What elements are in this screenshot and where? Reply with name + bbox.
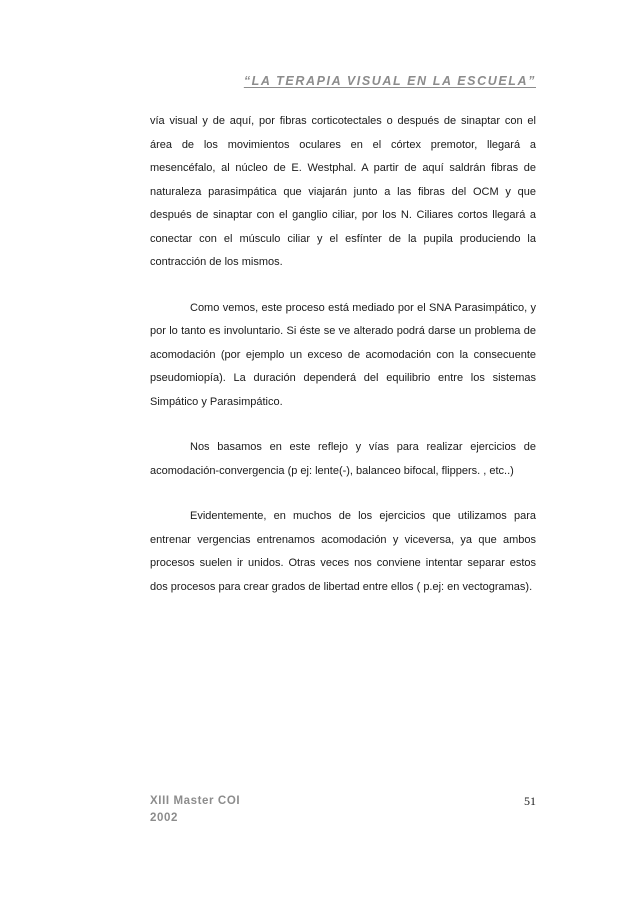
paragraph-reflex-exercises: Nos basamos en este reflejo y vías para realizar ejercicios de acomodación-convergencia (p ej: lente(-), balanceo bifocal, flippers. , etc..) [150,441,536,477]
footer-course-name: XIII Master COI [150,795,241,807]
paragraph-continuation: vía visual y de aquí, por fibras corticotectales o después de sinaptar con el área de los movimientos oculares en el córtex premotor, llegará a mesencéfalo, al núcleo de E. Westphal. A partir de aquí saldrán fibras de naturaleza parasimpática que viajarán junto a las fibras del OCM y que después de sinaptar con el ganglio ciliar, por los N. Ciliares cortos llegará a conectar con el músculo ciliar y el esfínter de la pupila produciendo la contracción de los mismos. [150,115,536,268]
footer-course-year: 2002 [150,812,178,824]
running-header-title: “LA TERAPIA VISUAL EN LA ESCUELA” [243,74,536,88]
paragraph-vergence-training: Evidentemente, en muchos de los ejercicios que utilizamos para entrenar vergencias entrenamos acomodación y viceversa, ya que ambos procesos suelen ir unidos. Otras veces nos conviene intentar separar estos dos procesos para crear grados de libertad entre ellos ( p.ej: en vectogramas). [150,510,536,593]
page-number: 51 [524,794,536,808]
footer-course-label [150,793,240,827]
body-text [150,110,536,621]
paragraph-sna-parasympathetic: Como vemos, este proceso está mediado por el SNA Parasimpático, y por lo tanto es involuntario. Si éste se ve alterado podrá darse un problema de acomodación (por ejemplo un exceso de acomodación con la consecuente pseudomiopía). La duración dependerá del equilibrio entre los sistemas Simpático y Parasimpático. [150,301,536,408]
